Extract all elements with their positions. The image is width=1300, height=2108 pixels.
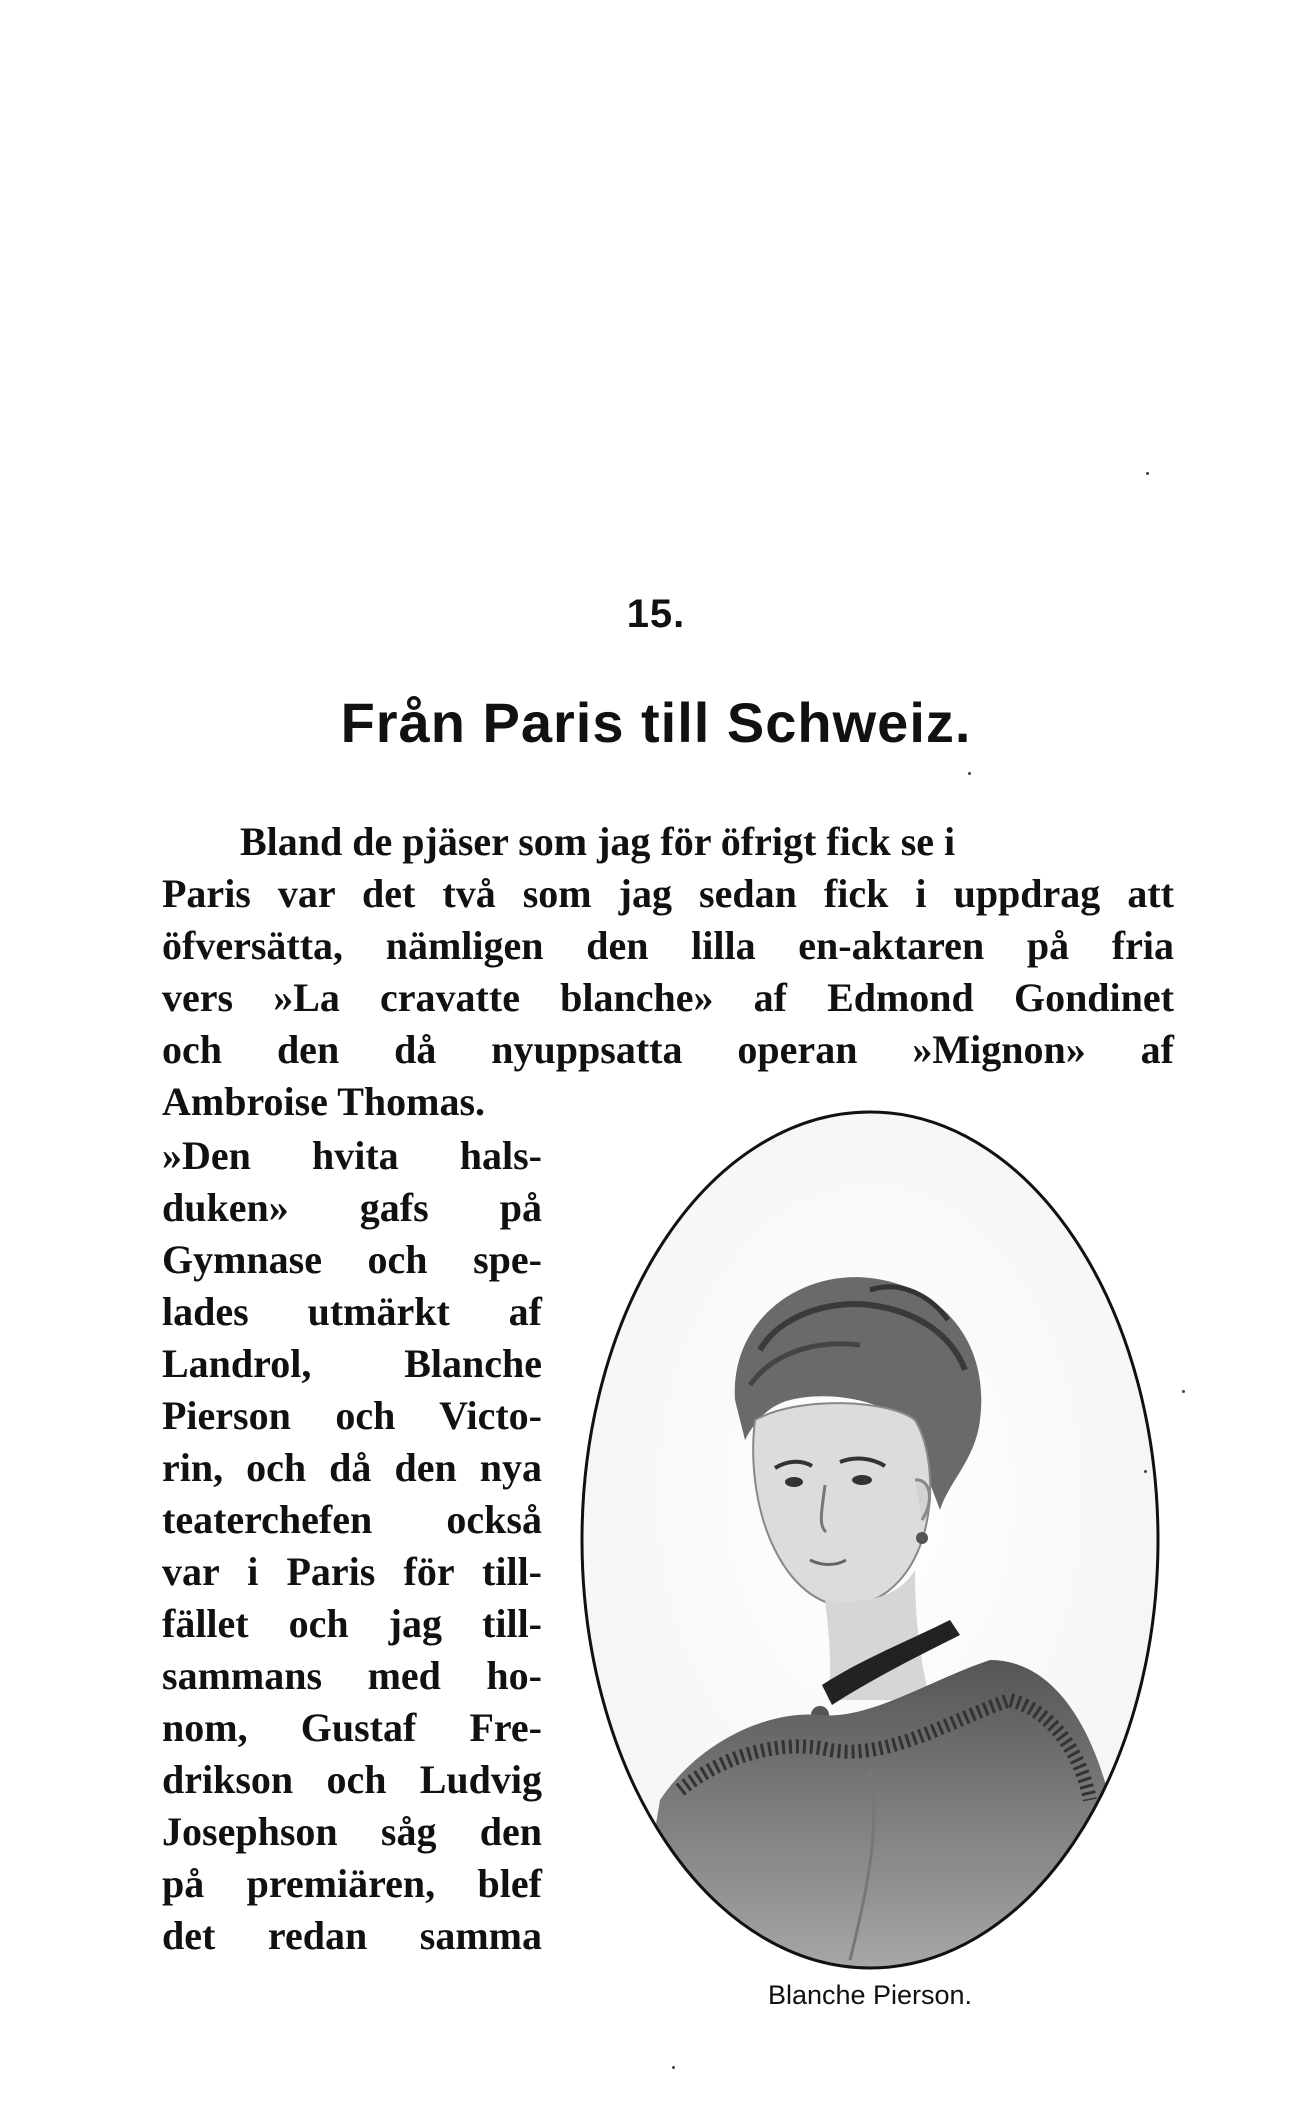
column-line: nom, Gustaf Fre- xyxy=(162,1705,542,1750)
portrait-illustration xyxy=(570,1100,1170,1980)
scan-speck xyxy=(1144,1470,1147,1473)
body-line: öfversätta, nämligen den lilla en-aktaren på fria xyxy=(162,923,1174,968)
scan-speck xyxy=(968,772,971,775)
column-line: Pierson och Victo- xyxy=(162,1393,542,1438)
body-line: Bland de pjäser som jag för öfrigt fick se i xyxy=(240,819,956,864)
column-line: duken» gafs på xyxy=(162,1185,542,1230)
column-line: sammans med ho- xyxy=(162,1653,542,1698)
column-line: Josephson såg den xyxy=(162,1809,542,1854)
column-line: fället och jag till- xyxy=(162,1601,542,1646)
scan-speck xyxy=(672,2066,675,2069)
body-line: och den då nyuppsatta operan »Mignon» af xyxy=(162,1027,1174,1072)
column-line: det redan samma xyxy=(162,1913,542,1958)
body-line: vers »La cravatte blanche» af Edmond Gondinet xyxy=(162,975,1174,1020)
scan-speck xyxy=(1146,472,1149,475)
figure-caption: Blanche Pierson. xyxy=(767,1980,973,2010)
column-line: Gymnase och spe- xyxy=(162,1237,542,1282)
column-line: var i Paris för till- xyxy=(162,1549,542,1594)
column-line: »Den hvita hals- xyxy=(162,1133,542,1178)
column-line: rin, och då den nya xyxy=(162,1445,542,1490)
column-line: på premiären, blef xyxy=(162,1861,542,1906)
body-line: Paris var det två som jag sedan fick i uppdrag att xyxy=(162,871,1174,916)
chapter-number: 15. xyxy=(626,592,686,636)
column-line: lades utmärkt af xyxy=(162,1289,542,1334)
body-line: Ambroise Thomas. xyxy=(162,1079,486,1124)
column-line: drikson och Ludvig xyxy=(162,1757,542,1802)
column-line: teaterchefen också xyxy=(162,1497,542,1542)
chapter-title: Från Paris till Schweiz. xyxy=(340,691,972,754)
scan-speck xyxy=(1182,1390,1185,1393)
column-line: Landrol, Blanche xyxy=(162,1341,542,1386)
